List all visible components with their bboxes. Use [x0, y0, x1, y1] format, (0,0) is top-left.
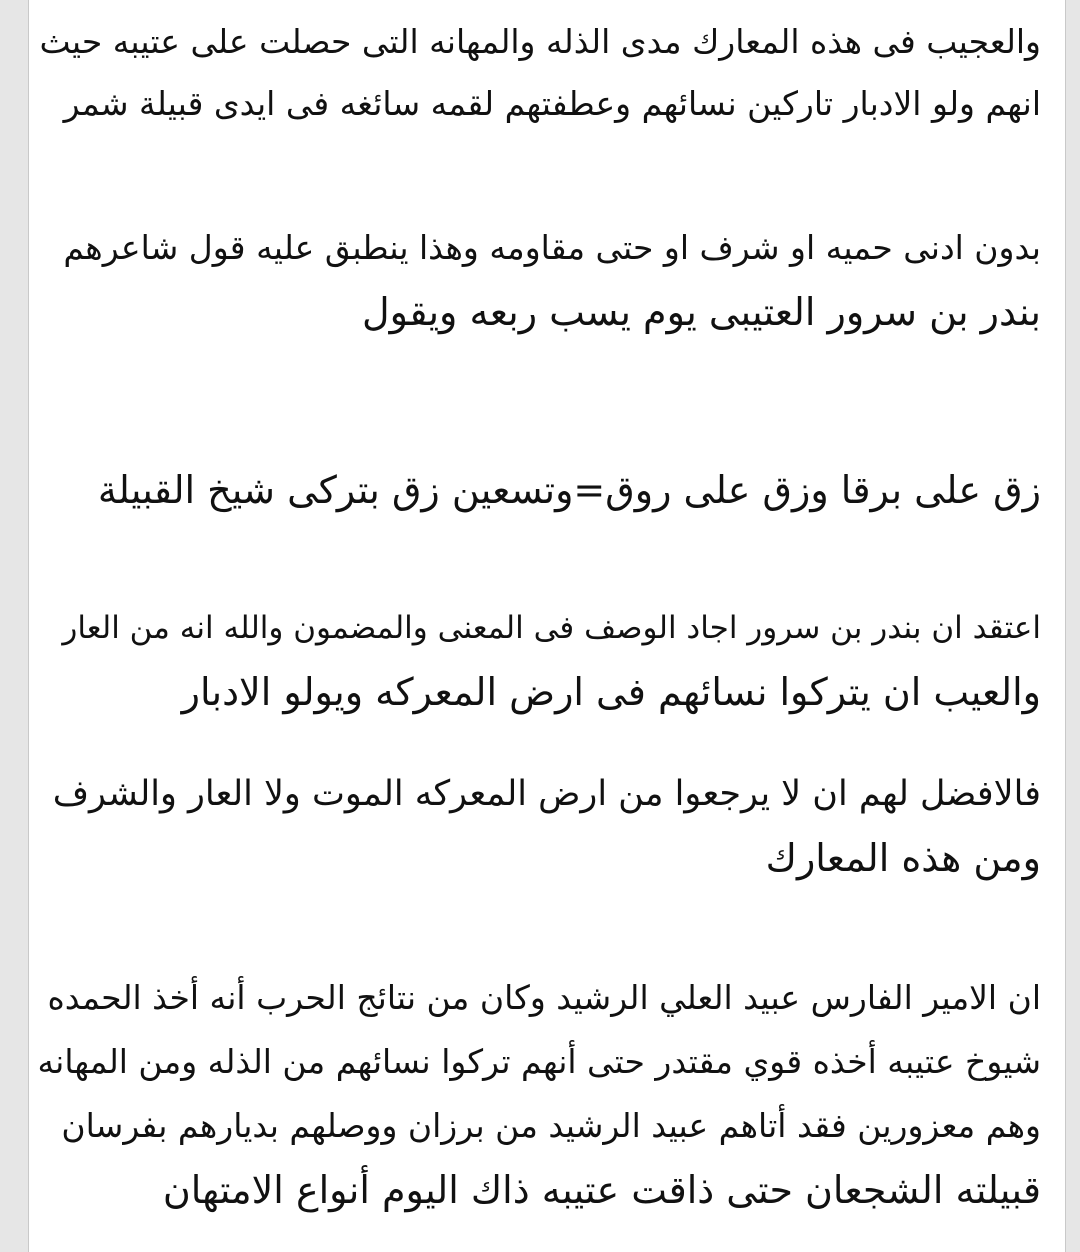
- poem-verse: زق على برقا وزق على روق=وتسعين زق بتركى شيخ القبيلة: [97, 468, 1041, 512]
- text-line: بدون ادنى حميه او شرف او حتى مقاومه وهذا ينطبق عليه قول شاعرهم: [63, 228, 1041, 267]
- text-line: والعيب ان يتركوا نسائهم فى ارض المعركه ويولو الادبار: [181, 670, 1041, 714]
- text-line: فالافضل لهم ان لا يرجعوا من ارض المعركه الموت ولا العار والشرف: [52, 774, 1041, 814]
- text-line: ان الامير الفارس عبيد العلي الرشيد وكان من نتائج الحرب أنه أخذ الحمده: [47, 978, 1041, 1017]
- text-line: والعجيب فى هذه المعارك مدى الذله والمهانه التى حصلت على عتيبه حيث: [39, 22, 1041, 61]
- text-line: وهم معزورين فقد أتاهم عبيد الرشيد من برزان ووصلهم بديارهم بفرسان: [61, 1106, 1041, 1145]
- text-line: شيوخ عتيبه أخذه قوي مقتدر حتى أنهم تركوا نسائهم من الذله ومن المهانه: [37, 1042, 1041, 1081]
- text-line: ومن هذه المعارك: [765, 836, 1041, 880]
- text-line: اعتقد ان بندر بن سرور اجاد الوصف فى المعنى والمضمون والله انه من العار: [62, 610, 1041, 646]
- text-line: انهم ولو الادبار تاركين نسائهم وعطفتهم لقمه سائغه فى ايدى قبيلة شمر: [63, 84, 1041, 123]
- text-line: بندر بن سرور العتيبى يوم يسب ربعه ويقول: [362, 290, 1041, 334]
- text-line: قبيلته الشجعان حتى ذاقت عتيبه ذاك اليوم أنواع الامتهان: [162, 1168, 1041, 1212]
- document-sheet: [28, 0, 1066, 1252]
